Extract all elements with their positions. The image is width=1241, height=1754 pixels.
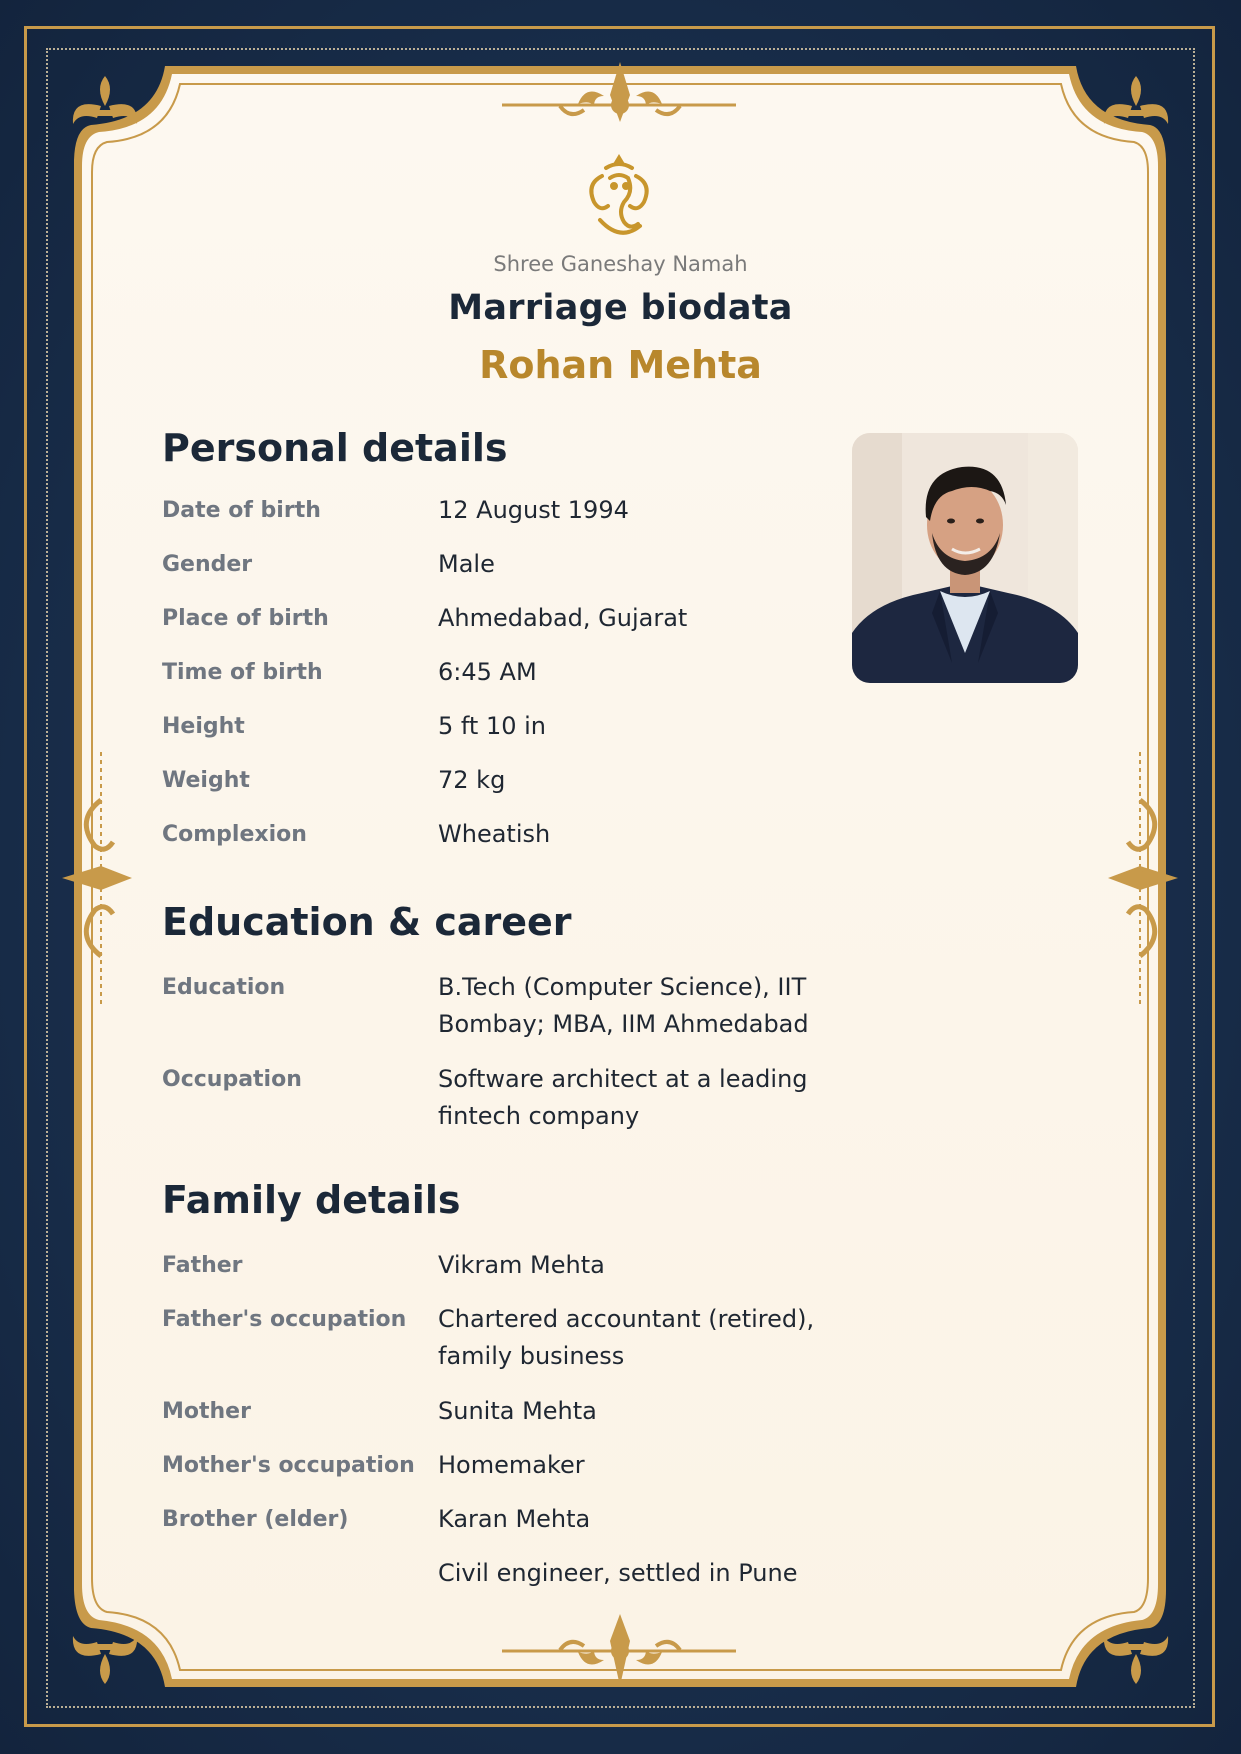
field-value: 5 ft 10 in xyxy=(438,712,547,740)
field-label: Weight xyxy=(162,768,250,793)
person-name: Rohan Mehta xyxy=(479,343,762,387)
field-label: Place of birth xyxy=(162,606,329,631)
field-label: Brother (elder) xyxy=(162,1507,349,1532)
field-label: Mother's occupation xyxy=(162,1453,415,1478)
ganesha-icon xyxy=(580,150,658,242)
field-label: Mother xyxy=(162,1399,251,1424)
field-value: Ahmedabad, Gujarat xyxy=(438,604,688,632)
field-label: Gender xyxy=(162,552,253,577)
field-label: Time of birth xyxy=(162,660,323,685)
section-title-personal: Personal details xyxy=(162,426,508,470)
field-value: 6:45 AM xyxy=(438,658,537,686)
field-label: Occupation xyxy=(162,1067,302,1092)
field-label: Complexion xyxy=(162,822,307,847)
field-label: Father's occupation xyxy=(162,1307,407,1332)
section-title-family: Family details xyxy=(162,1178,461,1222)
field-label: Height xyxy=(162,714,245,739)
field-value: 12 August 1994 xyxy=(438,496,629,524)
field-value: 72 kg xyxy=(438,766,506,794)
field-value: Chartered accountant (retired), family business xyxy=(438,1305,815,1370)
field-value: Vikram Mehta xyxy=(438,1251,605,1279)
field-value: Karan Mehta xyxy=(438,1505,591,1533)
profile-photo xyxy=(852,433,1078,683)
field-value: B.Tech (Computer Science), IIT Bombay; MBA, IIM Ahmedabad xyxy=(438,973,809,1038)
document-title: Marriage biodata xyxy=(448,288,793,328)
field-value: Software architect at a leading fintech company xyxy=(438,1065,808,1130)
field-value: Homemaker xyxy=(438,1451,585,1479)
field-label: Education xyxy=(162,975,286,1000)
field-label: Date of birth xyxy=(162,498,321,523)
invocation-text: Shree Ganeshay Namah xyxy=(493,252,748,276)
field-value: Wheatish xyxy=(438,820,551,848)
field-value: Civil engineer, settled in Pune xyxy=(438,1559,798,1587)
field-label: Father xyxy=(162,1253,243,1278)
field-value: Male xyxy=(438,550,495,578)
field-value: Sunita Mehta xyxy=(438,1397,597,1425)
section-title-education: Education & career xyxy=(162,900,572,944)
